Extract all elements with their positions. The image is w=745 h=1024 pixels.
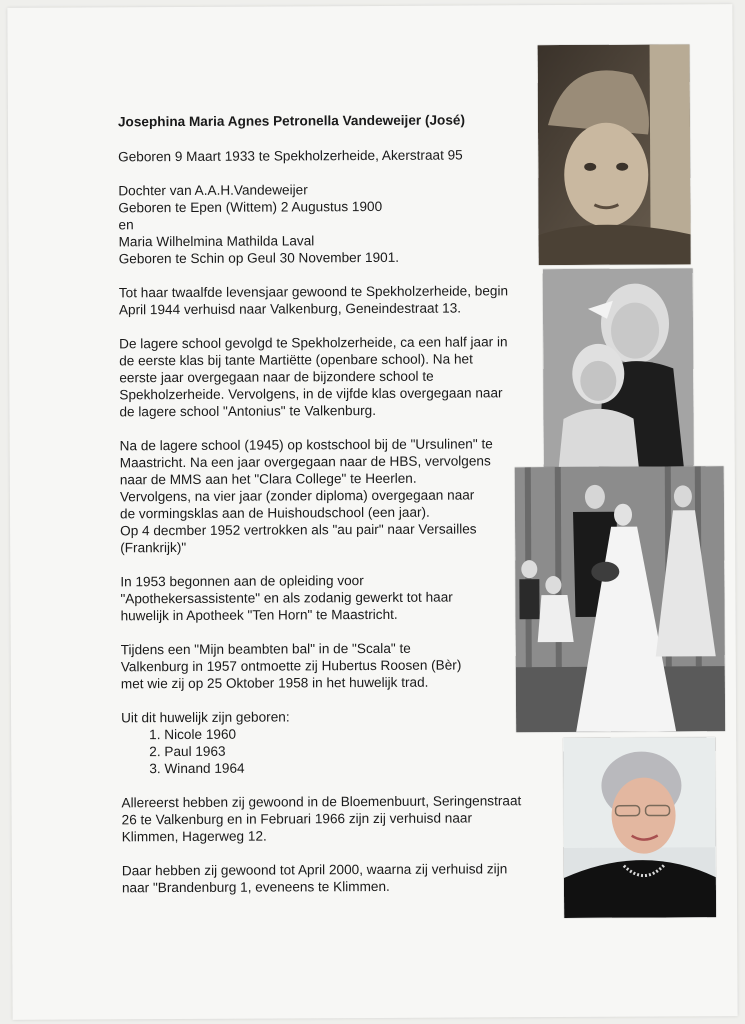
sisters-photo [543, 268, 694, 467]
text-line: Allereerst hebben zij gewoond in de Bloemenbuurt, Seringenstraat [121, 793, 522, 811]
text-line: eerste jaar overgegaan naar de bijzondere school te [119, 368, 434, 386]
text-line: Spekholzerheide. Vervolgens, in de vijfde klas overgegaan naar [119, 385, 503, 403]
paragraph [119, 282, 539, 318]
text-line: (Frankrijk)" [120, 539, 187, 556]
text-line: Na de lagere school (1945) op kostschool bij de "Ursulinen" te [119, 436, 493, 454]
paragraph [121, 792, 541, 845]
text-line: de lagere school "Antonius" te Valkenburg. [119, 402, 377, 420]
text-line: Geboren te Schin op Geul 30 November 1901. [118, 249, 400, 267]
text-line: en [118, 217, 134, 233]
child-portrait-photo [538, 44, 691, 265]
document-title: Josephina Maria Agnes Petronella Vandeweijer (José) [117, 112, 466, 130]
list-item: 2. Paul 1963 [149, 743, 226, 760]
text-line: huwelijk in Apotheek "Ten Horn" te Maastricht. [120, 606, 398, 624]
paragraph [120, 435, 541, 556]
paragraph [118, 146, 538, 165]
text-line: de eerste klas bij tante Martiëtte (openbare school). Na het [119, 351, 473, 369]
text-line: "Apothekersassistente" en als zodanig gewerkt tot haar [120, 589, 453, 607]
text-line: Valkenburg in 1957 ontmoette zij Hubertus Roosen (Bèr) [120, 657, 462, 675]
list-item: 1. Nicole 1960 [149, 726, 237, 743]
text-line: Op 4 decmber 1952 vertrokken als "au pair" naar Versailles [120, 521, 477, 539]
text-line: Uit dit huwelijk zijn geboren: [121, 709, 290, 726]
closing-paragraph-group [121, 792, 542, 896]
paragraph [121, 639, 541, 692]
paragraph [119, 333, 539, 420]
text-line: Vervolgens, na vier jaar (zonder diploma) overgegaan naar [119, 487, 475, 505]
text-line: Maria Wilhelmina Mathilda Laval [118, 233, 315, 250]
text-line: In 1953 begonnen aan de opleiding voor [120, 573, 364, 590]
paragraph [121, 707, 541, 726]
text-line: Daar hebben zij gewoond tot April 2000, waarna zij verhuisd zijn [121, 861, 508, 879]
elderly-portrait-photo [563, 737, 716, 918]
text-line: April 1944 verhuisd naar Valkenburg, Geneindestraat 13. [118, 300, 462, 318]
text-line: Maastricht. Na een jaar overgegaan naar de HBS, vervolgens [119, 453, 491, 471]
paragraph [118, 180, 538, 267]
text-line: Klimmen, Hagerweg 12. [121, 828, 267, 845]
text-line: Tot haar twaalfde levensjaar gewoond te Spekholzerheide, begin [118, 283, 509, 301]
paragraph-group [118, 146, 541, 726]
text-line: naar de MMS aan het "Clara College" te Heerlen. [119, 470, 417, 488]
children-list [121, 724, 541, 777]
paragraph [120, 571, 540, 624]
text-line: Geboren 9 Maart 1933 te Spekholzerheide, Akerstraat 95 [118, 147, 463, 165]
text-line: Dochter van A.A.H.Vandeweijer [118, 182, 308, 199]
text-line: met wie zij op 25 Oktober 1958 in het huwelijk trad. [120, 674, 429, 692]
text-line: de vormingsklas aan de Huishoudschool (een jaar). [119, 504, 430, 522]
text-line: Geboren te Epen (Wittem) 2 Augustus 1900 [118, 198, 383, 216]
text-line: 26 te Valkenburg en in Februari 1966 zijn zij verhuisd naar [121, 810, 473, 828]
list-item: 3. Winand 1964 [149, 760, 245, 777]
text-line: De lagere school gevolgd te Spekholzerheide, ca een half jaar in [119, 334, 508, 352]
paper-sheet [7, 4, 737, 1020]
text-line: Tijdens een "Mijn beambten bal" in de "Scala" te [120, 640, 411, 658]
biography-text [118, 111, 542, 913]
paragraph [122, 860, 542, 896]
wedding-photo [515, 466, 725, 732]
text-line: naar "Brandenburg 1, eveneens te Klimmen. [121, 878, 390, 896]
